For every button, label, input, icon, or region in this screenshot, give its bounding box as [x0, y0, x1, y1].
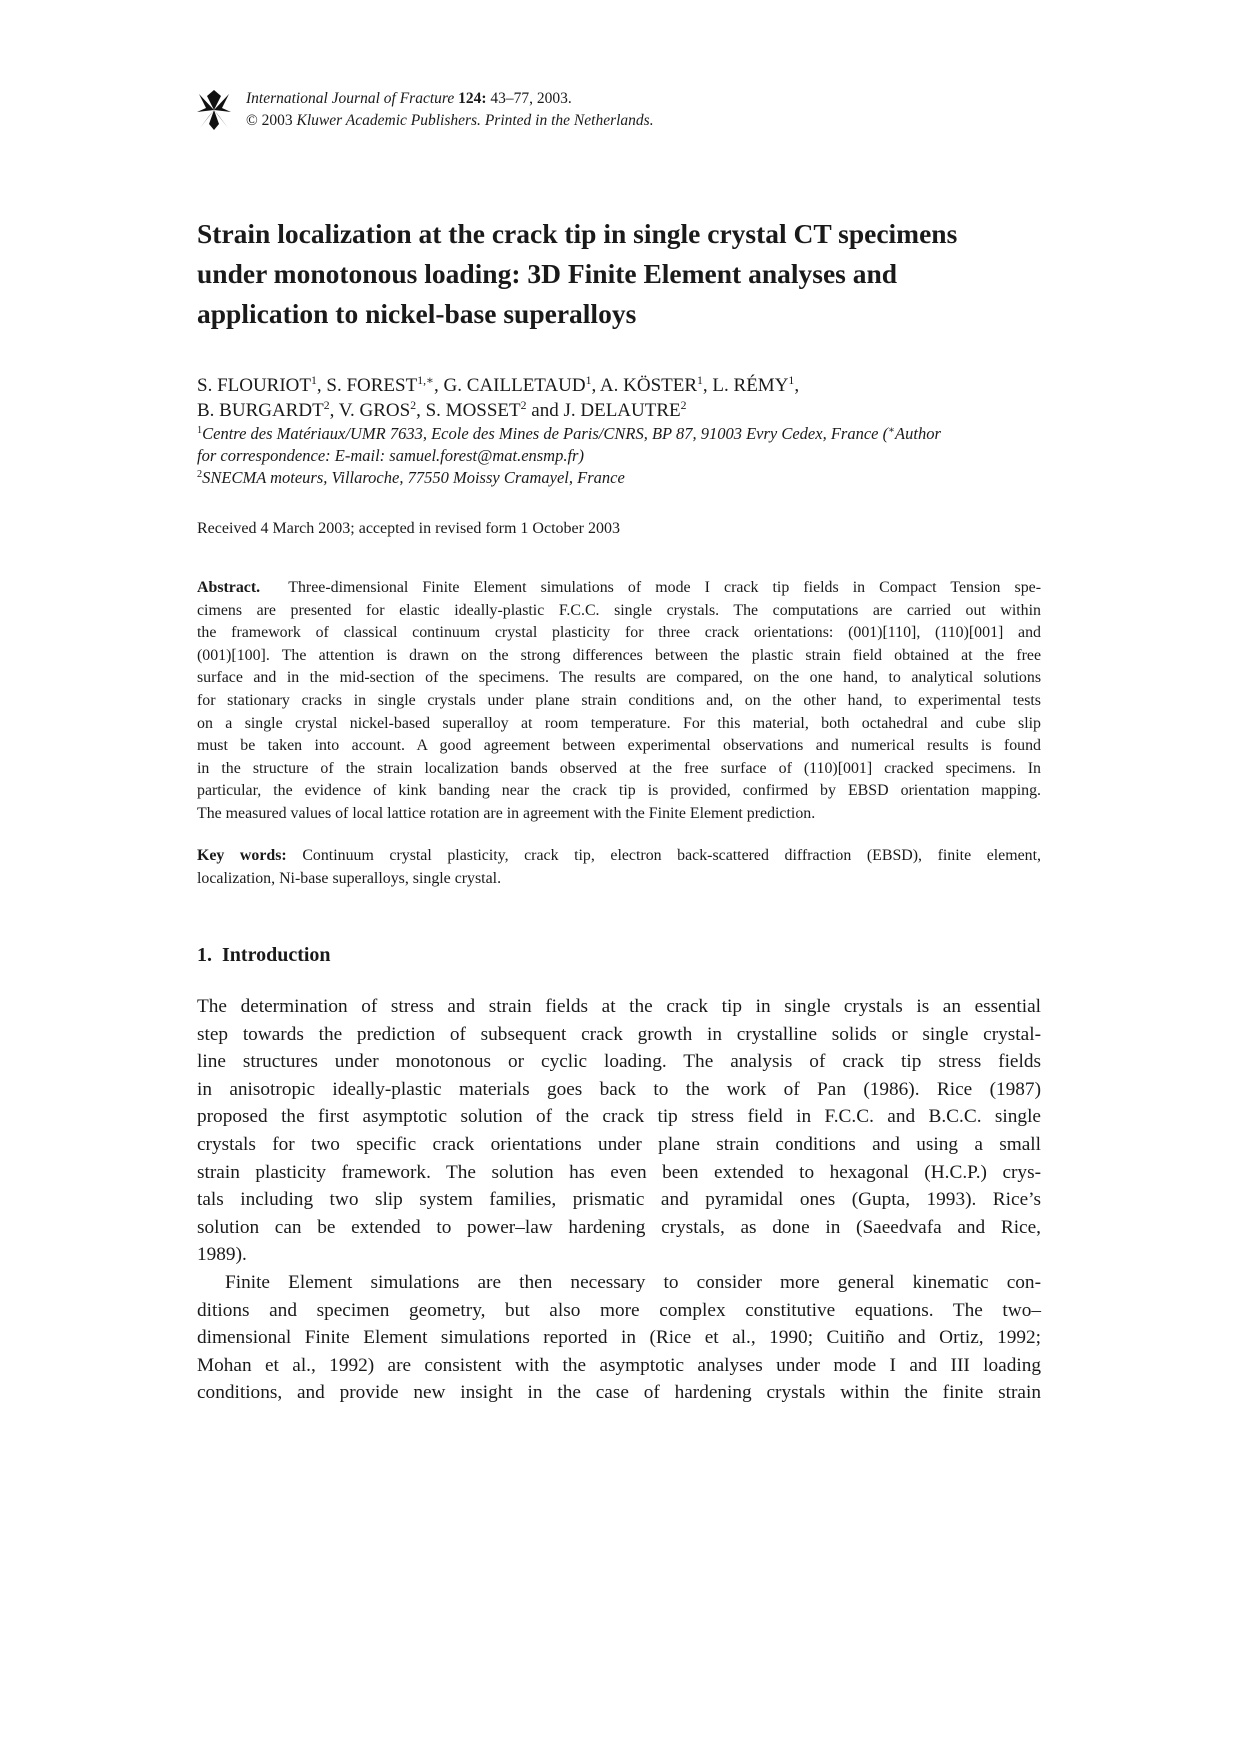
title-line: Strain localization at the crack tip in single crystal CT specimens — [197, 218, 958, 249]
affiliation-number: 1 — [197, 424, 203, 436]
journal-volume: 124: — [458, 90, 487, 107]
abstract-line: The measured values of local lattice rotation are in agreement with the Finite Element prediction. — [197, 804, 816, 822]
publisher: Kluwer Academic Publishers. — [296, 112, 481, 129]
author-sep: , — [591, 375, 600, 396]
affiliation-text: SNECMA moteurs, Villaroche, 77550 Moissy Cramayel, France — [202, 468, 625, 487]
author: V. GROS — [338, 400, 411, 421]
body-line: Finite Element simulations are then necessary to consider more general kinematic con- — [225, 1271, 1041, 1293]
keywords-line: localization, Ni-base superalloys, single crystal. — [197, 869, 502, 887]
author-sep: , — [434, 375, 444, 396]
body-line: conditions, and provide new insight in the case of hardening crystals within the finite strain — [197, 1382, 1041, 1404]
author-sep: and — [526, 400, 564, 421]
abstract-line: for stationary cracks in single crystals under plane strain conditions and, on the other hand, to experimental tests — [197, 691, 1041, 709]
section-heading — [197, 942, 1041, 968]
publisher-logo-icon — [197, 90, 231, 130]
abstract-line: in the structure of the strain localization bands observed at the free surface of (110)[001] cracked specimens. In — [197, 759, 1041, 777]
author-sep: , — [316, 375, 327, 396]
journal-pages: 43–77, 2003. — [490, 90, 572, 107]
keywords-line: Key words: Continuum crystal plasticity, crack tip, electron back-scattered diffraction (EBSD), finite element, — [197, 847, 1041, 864]
author: J. DELAUTRE — [563, 400, 681, 421]
author-sep: , — [794, 375, 800, 396]
section-number: 1. — [197, 944, 212, 966]
title-line: under monotonous loading: 3D Finite Element analyses and — [197, 258, 898, 289]
affiliation-2 — [197, 467, 1041, 489]
affiliation-1-line-1 — [197, 423, 1041, 445]
affiliation-text: Centre des Matériaux/UMR 7633, Ecole des Mines de Paris/CNRS, BP 87, 91003 Evry Cedex, France ( — [202, 424, 889, 443]
author: L. RÉMY — [712, 375, 789, 396]
body-line: strain plasticity framework. The solution has even been extended to hexagonal (H.C.P.) crys- — [197, 1161, 1041, 1183]
abstract-line: Abstract. Three-dimensional Finite Element simulations of mode I crack tip fields in Compact Tension spe- — [197, 579, 1041, 596]
author-sup: 1 — [311, 373, 317, 387]
abstract-line: particular, the evidence of kink banding near the crack tip is provided, confirmed by EBSD orientation mapping. — [197, 782, 1041, 800]
body-line: The determination of stress and strain fields at the crack tip in single crystals is an essential — [197, 996, 1041, 1017]
author-sep: , — [329, 400, 339, 421]
abstract-line: surface and in the mid-section of the specimens. The results are compared, on the one hand, to analytical solutions — [197, 669, 1041, 687]
section-title: Introduction — [222, 944, 331, 966]
affiliation-text-end: Author — [895, 424, 941, 443]
body-line: in anisotropic ideally-plastic materials goes back to the work of Pan (1986). Rice (1987) — [197, 1078, 1041, 1100]
authors-line-2 — [197, 398, 1041, 423]
author: B. BURGARDT — [197, 400, 324, 421]
paper-title — [197, 214, 1041, 334]
keywords-label: Key words: — [197, 847, 287, 864]
keywords — [197, 845, 1041, 890]
received-date: Received 4 March 2003; accepted in revised form 1 October 2003 — [197, 520, 620, 537]
author: G. CAILLETAUD — [443, 375, 586, 396]
abstract-line: (001)[100]. The attention is drawn on the strong differences between the plastic strain field obtained at the free — [197, 646, 1041, 664]
affiliation-1-line-2: for correspondence: E-mail: samuel.forest@mat.ensmp.fr) — [197, 446, 584, 465]
body-line: line structures under monotonous or cyclic loading. The analysis of crack tip stress fields — [197, 1051, 1041, 1073]
body-line: tals including two slip system families, prismatic and pyramidal ones (Gupta, 1993). Rice’s — [197, 1189, 1041, 1211]
body-line: proposed the first asymptotic solution of the crack tip stress field in F.C.C. and B.C.C. single — [197, 1106, 1041, 1128]
author-sep: , — [702, 375, 713, 396]
corresponding-star: ∗ — [888, 424, 896, 436]
author: S. MOSSET — [425, 400, 521, 421]
journal-header — [197, 88, 897, 132]
author-sup: 2 — [323, 398, 330, 412]
author-sup: 2 — [680, 398, 687, 412]
abstract-label: Abstract. — [197, 579, 261, 596]
introduction-body — [197, 993, 1041, 1407]
abstract-line: cimens are presented for elastic ideally-plastic F.C.C. single crystals. The computations are carried out within — [197, 601, 1041, 619]
abstract — [197, 577, 1041, 826]
author: S. FOREST — [326, 375, 418, 396]
affiliations — [197, 423, 1041, 489]
author-list — [197, 373, 1041, 423]
author-sup: 2 — [520, 398, 527, 412]
body-line: 1989). — [197, 1244, 247, 1266]
author-sup: 1,∗ — [417, 373, 435, 387]
body-line: Mohan et al., 1992) are consistent with the asymptotic analyses under mode I and III loading — [197, 1354, 1041, 1376]
author-sup: 2 — [410, 398, 417, 412]
body-line: step towards the prediction of subsequent crack growth in crystalline solids or single crystal- — [197, 1023, 1041, 1045]
author-sup: 1 — [788, 373, 795, 387]
title-line: application to nickel-base superalloys — [197, 298, 637, 329]
body-line: dimensional Finite Element simulations reported in (Rice et al., 1990; Cuitiño and Ortiz, 1992; — [197, 1327, 1041, 1349]
affiliation-number: 2 — [197, 468, 203, 480]
author-sep: , — [416, 400, 426, 421]
copyright: © 2003 — [246, 112, 293, 129]
author-sup: 1 — [585, 373, 592, 387]
journal-name: International Journal of Fracture — [246, 90, 455, 107]
body-line: crystals for two specific crack orientations under plane strain conditions and using a small — [197, 1133, 1041, 1155]
abstract-line: the framework of classical continuum crystal plasticity for three crack orientations: (001)[110], (110)[001] and — [197, 624, 1041, 642]
author: A. KÖSTER — [599, 375, 698, 396]
author: S. FLOURIOT — [197, 375, 312, 396]
journal-line-1 — [246, 88, 654, 110]
body-line: ditions and specimen geometry, but also more complex constitutive equations. The two– — [197, 1299, 1041, 1321]
abstract-line: must be taken into account. A good agreement between experimental observations and numerical results is found — [197, 737, 1041, 755]
body-line: solution can be extended to power–law hardening crystals, as done in (Saeedvafa and Rice, — [197, 1216, 1041, 1238]
printed-in: Printed in the Netherlands. — [484, 112, 654, 129]
author-sup: 1 — [697, 373, 703, 387]
authors-line-1 — [197, 373, 1041, 398]
journal-citation — [246, 88, 654, 132]
journal-line-2 — [246, 110, 654, 132]
abstract-line: on a single crystal nickel-based superalloy at room temperature. For this material, both octahedral and cube slip — [197, 714, 1041, 732]
